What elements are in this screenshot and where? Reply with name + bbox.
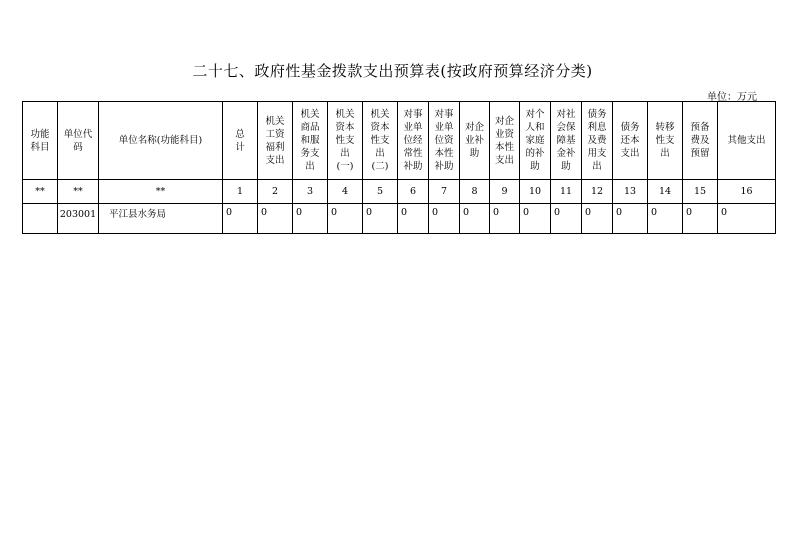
header-cell: 总 计: [223, 102, 258, 180]
column-index-row: [23, 180, 776, 204]
index-cell: 10: [520, 180, 551, 204]
value-cell: 0: [582, 204, 613, 234]
index-cell: 15: [683, 180, 718, 204]
header-cell: 对企 业资 本性 支出: [490, 102, 520, 180]
header-cell: 机关 商品 和服 务支 出: [293, 102, 328, 180]
index-cell: 4: [328, 180, 363, 204]
value-cell: 0: [223, 204, 258, 234]
index-cell: 13: [613, 180, 648, 204]
index-cell: 11: [551, 180, 582, 204]
index-cell: **: [58, 180, 99, 204]
header-cell: 预备 费及 预留: [683, 102, 718, 180]
header-cell: 机关 资本 性支 出 (二): [363, 102, 398, 180]
index-cell: 7: [429, 180, 460, 204]
header-cell: 功能 科目: [23, 102, 58, 180]
index-cell: 14: [648, 180, 683, 204]
function-subject-cell: [23, 204, 58, 234]
value-cell: 0: [460, 204, 490, 234]
header-row: [23, 102, 776, 180]
value-cell: 0: [398, 204, 429, 234]
unit-label: 单位：万元: [707, 92, 757, 103]
header-cell: 对个 人和 家庭 的补 助: [520, 102, 551, 180]
index-cell: 8: [460, 180, 490, 204]
index-cell: 5: [363, 180, 398, 204]
header-cell: 对企 业补 助: [460, 102, 490, 180]
index-cell: **: [99, 180, 223, 204]
value-cell: 0: [258, 204, 293, 234]
header-cell: 机关 工资 福利 支出: [258, 102, 293, 180]
table-row: [23, 204, 776, 234]
index-cell: 9: [490, 180, 520, 204]
index-cell: 2: [258, 180, 293, 204]
page-title: 二十七、政府性基金拨款支出预算表(按政府预算经济分类): [192, 62, 593, 80]
unit-name-cell: 平江县水务局: [99, 204, 223, 234]
header-cell: 债务 还本 支出: [613, 102, 648, 180]
value-cell: 0: [429, 204, 460, 234]
header-cell: 转移 性支 出: [648, 102, 683, 180]
unit-code-cell: 203001: [58, 204, 99, 234]
value-cell: 0: [490, 204, 520, 234]
value-cell: 0: [613, 204, 648, 234]
index-cell: 1: [223, 180, 258, 204]
header-cell: 债务 利息 及费 用支 出: [582, 102, 613, 180]
value-cell: 0: [648, 204, 683, 234]
header-cell: 单位名称(功能科目): [99, 102, 223, 180]
index-cell: 12: [582, 180, 613, 204]
index-cell: 6: [398, 180, 429, 204]
value-cell: 0: [551, 204, 582, 234]
index-cell: **: [23, 180, 58, 204]
value-cell: 0: [718, 204, 776, 234]
header-cell: 单位代 码: [58, 102, 99, 180]
value-cell: 0: [363, 204, 398, 234]
header-cell: 机关 资本 性支 出 (一): [328, 102, 363, 180]
value-cell: 0: [520, 204, 551, 234]
value-cell: 0: [293, 204, 328, 234]
value-cell: 0: [683, 204, 718, 234]
header-cell: 对事 业单 位资 本性 补助: [429, 102, 460, 180]
budget-table: [22, 101, 776, 234]
index-cell: 16: [718, 180, 776, 204]
index-cell: 3: [293, 180, 328, 204]
header-cell: 对社 会保 障基 金补 助: [551, 102, 582, 180]
header-cell: 对事 业单 位经 常性 补助: [398, 102, 429, 180]
header-cell: 其他支出: [718, 102, 776, 180]
value-cell: 0: [328, 204, 363, 234]
